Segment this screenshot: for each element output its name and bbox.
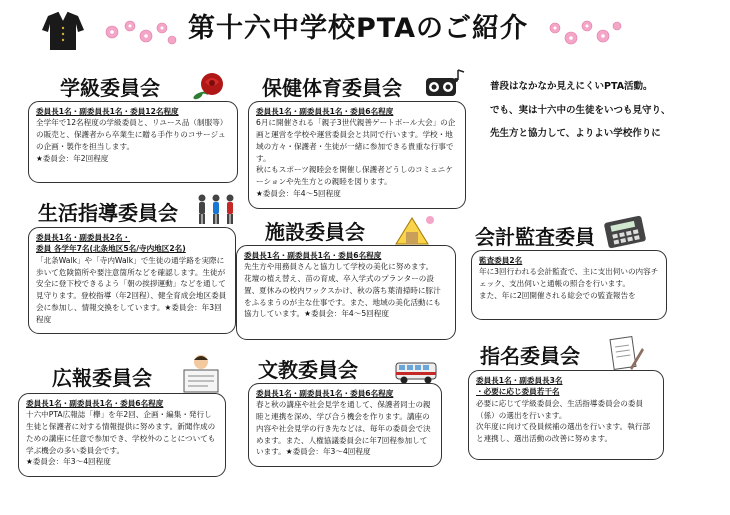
gakkyu-meeting: ★委員会：年2回程度 [36,153,109,163]
uniform-icon [40,10,86,52]
cherry-blossom-icon [545,14,625,50]
newspaper-reader-icon [178,352,224,394]
kaikei-header: 監査委員2名 [479,256,523,265]
cherry-blossom-icon [100,14,180,50]
bunkyo-box [248,383,442,467]
shimei-title: 指名委員会 [480,344,580,368]
hoken-meeting: ★委員会：年4～5回程度 [256,188,341,198]
shisetsu-body-2: 花壇の植え替え、苗の育成、卒入学式のプランターの設置、夏休みの校内ワックスかけ、秋の落ち葉清掃時に豚汁をふるまうのが主な仕事です。また、地域の美化活動にも協力しています。★委員会：年4～5回程度 [244,274,441,319]
rose-icon [188,68,228,104]
shimei-body-1: 必要に応じて学級委員会、生活指導委員会の委員（係）の選出を行います。 [476,398,644,420]
shisetsu-box [236,245,456,340]
calculator-icon [604,215,646,249]
bunkyo-body: 春と秋の講座や社会見学を通して、保護者同士の親睦と連携を深め、学び合う機会を作ります。講座の内容や社会見学の行き先などは、毎年の委員会で決めます。また、人権協議委員会に年7回程参加しています。★委員会：年3～4回程度 [256,400,431,457]
kaikei-title: 会計監査委員 [475,225,595,249]
shimei-box [468,370,664,460]
gakkyu-box [28,101,238,183]
shimei-body-2: 次年度に向けて役員候補の選出を行います。執行部と連携し、選出活動の改善に努めます。 [476,422,651,444]
hoken-title: 保健体育委員会 [262,76,402,100]
document-pen-icon [608,334,644,374]
seikatsu-body: 「北条Walk」や「寺内Walk」で生徒の通学路を実際に歩いて危険箇所や要注意箇所などを確認します。生徒が安全に登下校できるよう「朝の挨拶運動」などを通して見守ります。登校指導（年2回程）、健全育成会地区委員会に参加し、情報交換をしています。★委員会：年3回程度 [36,255,227,324]
koho-title: 広報委員会 [52,366,152,390]
intro-line-3: 先生方と協力して、よりよい学校作りに [490,128,661,140]
kaikei-box [471,250,667,320]
intro-line-2: でも、実は十六中の生徒をいつも見守り、 [490,104,671,116]
gakkyu-header: 委員長1名・副委員長1名・委員12名程度 [36,107,179,116]
hoken-body-1: 6月に開催される「親子3世代親善ゲートボール大会」の企画と運営を学校や運営委員会と共同で行います。学校・地域の方々・保護者・生徒が一緒に参加できる貴重な行事です。 [256,118,456,163]
koho-meeting: ★委員会：年3～4回程度 [26,457,111,467]
kaikei-body-1: 年に3回行われる会計監査で、主に支出伺いの内容チェック、支出伺いと通帳の照合を行います。 [479,267,659,289]
construction-icon [392,210,438,248]
shimei-header-2: ・必要に応じ委員若干名 [476,387,560,397]
shisetsu-title: 施設委員会 [265,220,365,244]
shisetsu-body-1: 先生方や用務員さんと協力して学校の美化に努めます。 [244,262,434,272]
intro-line-1: 普段はなかなか見えにくいPTA活動。 [490,81,653,92]
gakkyu-title: 学級委員会 [60,76,160,100]
seikatsu-header-2: 委員 各学年7名(北条地区5名/寺内地区2名) [36,244,186,254]
seikatsu-box [28,227,236,334]
shisetsu-header: 委員長1名・副委員長1名・委員6名程度 [244,251,382,260]
music-notes-icon [420,66,466,102]
seikatsu-title: 生活指導委員会 [38,201,178,225]
bunkyo-title: 文教委員会 [258,358,358,382]
hoken-box [248,101,466,209]
koho-body: 十六中PTA広報誌「欅」を年2回、企画・編集・発行し生徒と保護者に対する情報提供に努めます。新聞作成のための講座に任意で参加でき、学校外のことについても学ぶ機会の多い委員会です。 [26,410,216,455]
intro-text [490,80,720,151]
hoken-header: 委員長1名・副委員長1名・委員6名程度 [256,107,394,116]
kaikei-body-2: また、年に2回開催される総会での監査報告を [479,290,636,300]
gakkyu-body: 全学年で12名程度の学級委員と、リユース品（制服等）の販売と、保護者から卒業生に贈る手作りのコサージュの企画・製作を担当します。 [36,118,228,151]
seikatsu-header: 委員長1名・副委員長2名・ [36,233,131,242]
hoken-body-2: 秋にもスポーツ親睦会を開催し保護者どうしのコミュニケーションや先生方との親睦を図ります。 [256,165,453,187]
bunkyo-header: 委員長1名・副委員長1名・委員6名程度 [256,389,394,398]
page-title: 第十六中学校PTAのご紹介 [188,13,529,44]
koho-box [18,393,226,477]
runners-icon [194,192,240,226]
shimei-header: 委員長1名・副委員長3名 [476,376,563,385]
koho-header: 委員長1名・副委員長1名・委員6名程度 [26,399,164,408]
